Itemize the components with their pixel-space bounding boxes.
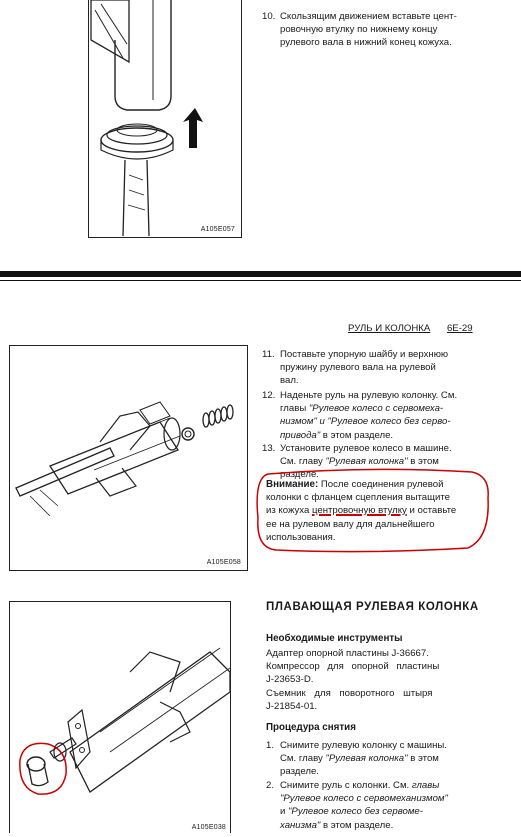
tool-item: J-21854-01. bbox=[266, 700, 318, 712]
step-number: 13. bbox=[262, 443, 276, 454]
step-line: разделе. bbox=[280, 469, 319, 481]
warning-line: ее на рулевом валу для дальнейшего bbox=[266, 518, 435, 530]
tools-list bbox=[266, 647, 510, 713]
removal-step-1 bbox=[266, 739, 512, 779]
step-line: в этом разделе. bbox=[320, 819, 394, 831]
steering-column-illustration bbox=[10, 346, 247, 570]
figure-floating-column bbox=[9, 601, 231, 833]
step-line: Установите рулевое колесо в машине. bbox=[280, 443, 452, 454]
section-title: РУЛЬ И КОЛОНКА bbox=[348, 323, 431, 334]
figure-label: A105E057 bbox=[200, 226, 235, 233]
step-reference: "Рулевое колесо без сервоме- bbox=[288, 806, 423, 818]
step-line: Скользящим движением вставьте цент- bbox=[280, 11, 457, 22]
removal-heading: Процедура снятия bbox=[266, 722, 356, 733]
step-12 bbox=[262, 389, 512, 442]
warning-line: из кожуха bbox=[266, 505, 312, 517]
tool-item: Съемник для поворотного штыря bbox=[266, 687, 433, 699]
page-separator-thick bbox=[0, 271, 521, 277]
tools-heading: Необходимые инструменты bbox=[266, 633, 403, 644]
step-line: разделе. bbox=[280, 766, 319, 778]
section-heading: ПЛАВАЮЩАЯ РУЛЕВАЯ КОЛОНКА bbox=[266, 601, 479, 613]
tool-item: J-23653-D. bbox=[266, 674, 314, 686]
step-reference: "Рулевая колонка" bbox=[325, 456, 408, 468]
warning-line: колонки с фланцем сцепления вытащите bbox=[266, 492, 451, 504]
step-line: См. главу bbox=[280, 456, 326, 468]
bushing-install-illustration bbox=[89, 0, 241, 236]
step-line: главы bbox=[280, 403, 309, 415]
warning-line: После соединения рулевой bbox=[318, 479, 444, 490]
step-reference: привода" bbox=[280, 429, 321, 441]
step-number: 10. bbox=[262, 11, 276, 22]
step-line: ровочную втулку по нижнему концу bbox=[280, 24, 438, 36]
step-reference: ханизма" bbox=[280, 819, 321, 831]
step-line: Снимите рулевую колонку с машины. bbox=[280, 740, 447, 751]
step-reference: низмом" и "Рулевое колесо без серво- bbox=[280, 416, 451, 428]
step-line: в этом bbox=[407, 456, 439, 468]
warning-line: и оставьте bbox=[406, 505, 457, 517]
page-separator-thin bbox=[0, 280, 521, 281]
figure-label: A105E058 bbox=[206, 559, 241, 566]
floating-column-illustration bbox=[10, 602, 230, 832]
page-header bbox=[348, 322, 508, 335]
step-line: в этом bbox=[407, 753, 439, 765]
warning-note bbox=[266, 478, 498, 544]
step-line: Поставьте упорную шайбу и верхнюю bbox=[280, 349, 449, 360]
step-line: и bbox=[280, 806, 289, 818]
figure-label: A105E038 bbox=[191, 824, 226, 831]
step-line: вал. bbox=[280, 375, 299, 387]
step-reference: "Рулевое колесо с сервомеха- bbox=[308, 403, 444, 415]
step-10 bbox=[262, 10, 512, 50]
step-number: 1. bbox=[266, 740, 275, 751]
tool-item: Адаптер опорной пластины J-36667. bbox=[266, 648, 429, 659]
warning-highlight: центровочную втулку bbox=[311, 505, 407, 517]
step-line: См. главу bbox=[280, 753, 326, 765]
warning-label: Внимание: bbox=[266, 479, 319, 490]
step-line: в этом разделе. bbox=[320, 429, 394, 441]
step-number: 12. bbox=[262, 390, 276, 401]
step-reference: "Рулевое колесо с сервомеханизмом" bbox=[280, 793, 448, 805]
step-reference: главы bbox=[411, 780, 440, 791]
removal-step-2 bbox=[266, 779, 512, 832]
step-line: пружину рулевого вала на рулевой bbox=[280, 362, 436, 374]
step-11 bbox=[262, 348, 512, 388]
step-line: Наденьте руль на рулевую колонку. См. bbox=[280, 390, 458, 401]
page-number: 6E-29 bbox=[446, 323, 473, 334]
step-number: 2. bbox=[266, 780, 275, 791]
step-line: Снимите руль с колонки. См. bbox=[280, 780, 412, 791]
step-number: 11. bbox=[262, 349, 275, 360]
step-line: рулевого вала в нижний конец кожуха. bbox=[280, 37, 452, 49]
warning-line: использования. bbox=[266, 531, 336, 543]
step-reference: "Рулевая колонка" bbox=[325, 753, 408, 765]
figure-steering-column-assembly bbox=[9, 345, 248, 571]
figure-bushing-install bbox=[88, 0, 242, 238]
tool-item: Компрессор для опорной пластины bbox=[266, 661, 440, 673]
